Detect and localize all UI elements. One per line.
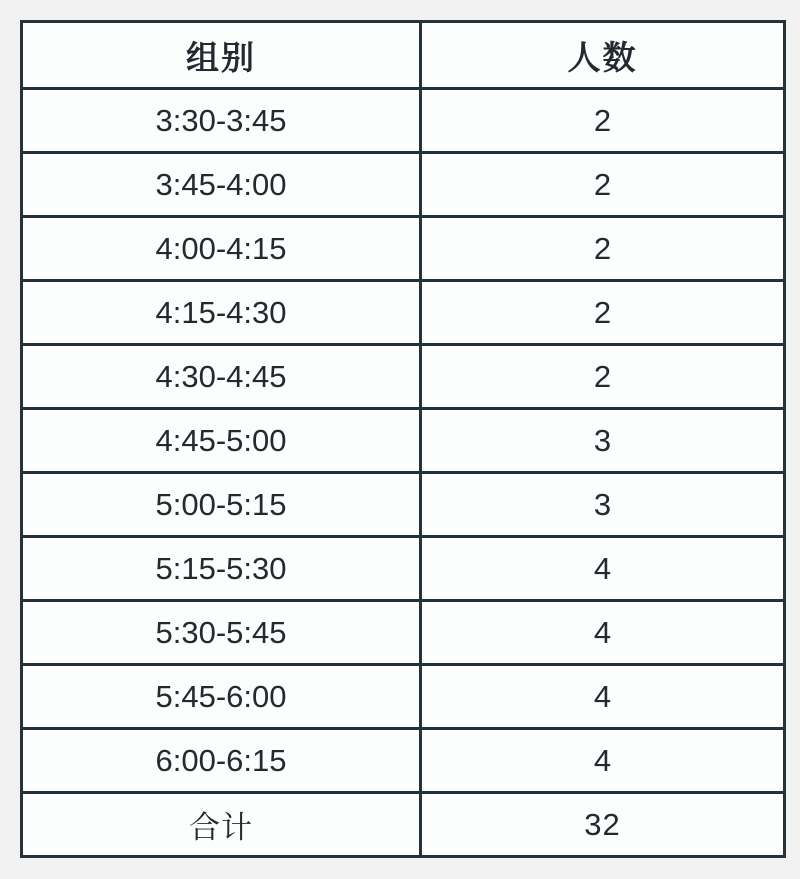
group-cell: 3:45-4:00 [22,153,421,217]
group-cell: 3:30-3:45 [22,89,421,153]
count-cell: 2 [421,89,785,153]
count-cell: 4 [421,537,785,601]
total-value-cell: 32 [421,793,785,857]
total-label-cell: 合计 [22,793,421,857]
count-cell: 2 [421,345,785,409]
total-row [22,793,785,857]
count-cell: 4 [421,729,785,793]
group-cell: 5:30-5:45 [22,601,421,665]
table-row [22,153,785,217]
table-row [22,89,785,153]
count-cell: 4 [421,665,785,729]
table-row [22,665,785,729]
table-row [22,217,785,281]
header-count: 人数 [421,22,785,89]
table-row [22,345,785,409]
count-cell: 3 [421,473,785,537]
group-cell: 4:30-4:45 [22,345,421,409]
header-row [22,22,785,89]
table-row [22,281,785,345]
frequency-table [20,20,786,858]
count-cell: 3 [421,409,785,473]
table-row [22,601,785,665]
count-cell: 2 [421,153,785,217]
table-row [22,729,785,793]
group-cell: 4:00-4:15 [22,217,421,281]
group-cell: 5:15-5:30 [22,537,421,601]
count-cell: 4 [421,601,785,665]
table-row [22,409,785,473]
group-cell: 4:45-5:00 [22,409,421,473]
group-cell: 6:00-6:15 [22,729,421,793]
group-cell: 5:00-5:15 [22,473,421,537]
group-cell: 5:45-6:00 [22,665,421,729]
count-cell: 2 [421,281,785,345]
count-cell: 2 [421,217,785,281]
group-cell: 4:15-4:30 [22,281,421,345]
table-row [22,473,785,537]
header-group: 组别 [22,22,421,89]
table-row [22,537,785,601]
